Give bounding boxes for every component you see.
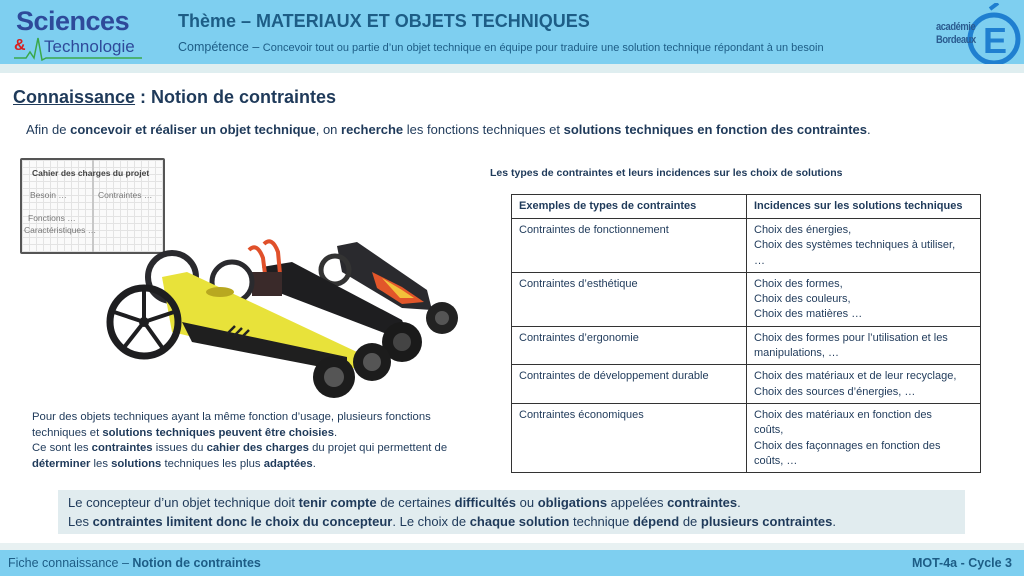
logo-technologie-text: Technologie: [44, 37, 135, 56]
svg-text:E: E: [983, 20, 1008, 61]
theme-title: Thème – MATERIAUX ET OBJETS TECHNIQUES: [178, 11, 590, 31]
competence-text: Concevoir tout ou partie d’un objet technique en équipe pour traduire une solution technique répondant à un besoin: [262, 42, 824, 54]
dragster-cars-illustration: [102, 232, 472, 410]
sciences-technologie-logo: [12, 4, 152, 62]
incidences-cell: Choix des matériaux en fonction des coûts, Choix des façonnages en fonction des coûts, …: [747, 403, 981, 472]
summary-box: [58, 490, 965, 534]
constraint-type-cell: Contraintes d’ergonomie: [512, 326, 747, 365]
column-header-incidences: Incidences sur les solutions techniques: [747, 195, 981, 219]
explanation-paragraph: Pour des objets techniques ayant la même fonction d’usage, plusieurs fonctions techniques et solutions techniques peuvent être choisies. Ce sont les contraintes issues du cahier des charges du projet qui permettent de déterminer les solutions techniques les plus adaptées.: [32, 411, 448, 471]
column-header-types: Exemples de types de contraintes: [512, 195, 747, 219]
table-row: [512, 272, 981, 326]
notebook-caracteristiques: Caractéristiques …: [24, 225, 97, 235]
constraint-type-cell: Contraintes de développement durable: [512, 365, 747, 404]
header-bar: [0, 0, 1024, 64]
academie-bordeaux-logo: [932, 3, 1022, 69]
constraint-type-cell: Contraintes d’esthétique: [512, 272, 747, 326]
logo-ampersand: &: [14, 37, 26, 54]
incidences-cell: Choix des formes pour l’utilisation et les manipulations, …: [747, 326, 981, 365]
summary-line-2: Les contraintes limitent donc le choix du concepteur. Le choix de chaque solution technique dépend de plusieurs contraintes.: [68, 513, 836, 529]
table-row: [512, 365, 981, 404]
footer-bar: [0, 550, 1024, 576]
incidences-cell: Choix des formes, Choix des couleurs, Choix des matières …: [747, 272, 981, 326]
competence-label: Compétence –: [178, 40, 263, 54]
table-header-row: [512, 195, 981, 219]
page-title-topic: : Notion de contraintes: [135, 87, 337, 107]
constraint-type-cell: Contraintes économiques: [512, 403, 747, 472]
constraints-table: [511, 194, 981, 473]
notebook-contraintes: Contraintes …: [98, 190, 153, 200]
incidences-cell: Choix des énergies, Choix des systèmes techniques à utiliser, …: [747, 219, 981, 273]
summary-line-1: Le concepteur d’un objet technique doit tenir compte de certaines difficultés ou obligations appelées contraintes.: [68, 495, 741, 510]
incidences-cell: Choix des matériaux et de leur recyclage, Choix des sources d’énergies, …: [747, 365, 981, 404]
footer-divider: [0, 543, 1024, 550]
footer-sheet-title: Fiche connaissance – Notion de contraintes: [8, 556, 261, 570]
footer-course-code: MOT-4a - Cycle 3: [911, 556, 1012, 570]
header-divider: [0, 64, 1024, 73]
dragster-cars-image: [102, 232, 472, 410]
intro-paragraph: Afin de concevoir et réaliser un objet technique, on recherche les fonctions techniques et solutions techniques en fonction des contraintes.: [26, 122, 871, 137]
table-row: [512, 403, 981, 472]
table-caption: Les types de contraintes et leurs incidences sur les choix de solutions: [490, 167, 843, 179]
notebook-besoin: Besoin …: [30, 190, 67, 200]
competence-line: [178, 40, 824, 54]
page-title: [13, 87, 336, 108]
notebook-fonctions: Fonctions …: [28, 213, 76, 223]
notebook-title: Cahier des charges du projet: [32, 168, 150, 178]
logo-sciences-text: Sciences: [16, 6, 130, 36]
page-title-category: Connaissance: [13, 87, 136, 107]
academie-text: académie Bordeaux: [936, 21, 976, 46]
table-row: [512, 326, 981, 365]
table-row: [512, 219, 981, 273]
constraint-type-cell: Contraintes de fonctionnement: [512, 219, 747, 273]
